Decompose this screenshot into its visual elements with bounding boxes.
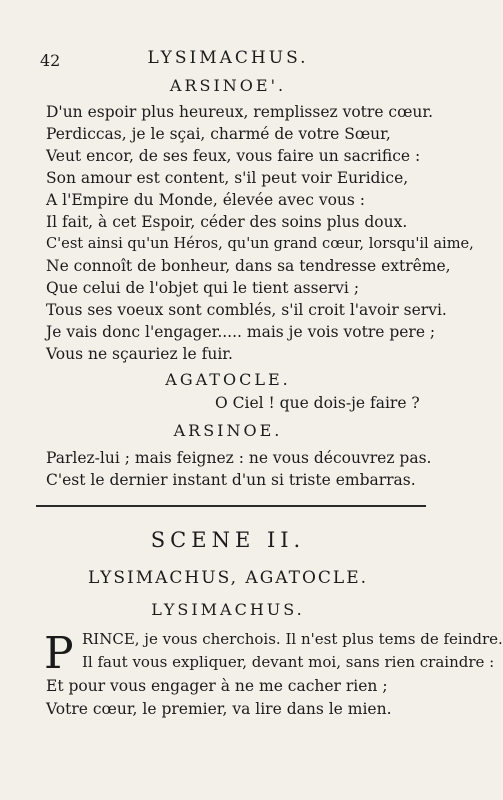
verse-line: Que celui de l'objet qui le tient asservi ; [46,279,360,297]
verse-line: O Ciel ! que dois-je faire ? [215,394,420,412]
section-rule [36,505,426,507]
verse-line: Veut encor, de ses feux, vous faire un sacrifice : [46,147,421,165]
verse-line: D'un espoir plus heureux, remplissez votre cœur. [46,103,434,121]
verse-line: Vous ne sçauriez le fuir. [46,345,233,363]
verse-line: A l'Empire du Monde, élevée avec vous : [46,191,365,209]
speaker-lysimachus: LYSIMACHUS. [151,600,305,619]
verse-line: RINCE, je vous cherchois. Il n'est plus tems de feindre. [82,630,503,648]
verse-line: C'est le dernier instant d'un si triste embarras. [46,471,416,489]
verse-line: Tous ses voeux sont comblés, s'il croit l'avoir servi. [46,301,447,319]
speaker-arsinoe-2: ARSINOE. [173,421,283,440]
verse-line: Perdiccas, je le sçai, charmé de votre Sœur, [46,125,391,143]
scene-characters: LYSIMACHUS, AGATOCLE. [87,568,369,588]
verse-line: Son amour est content, s'il peut voir Euridice, [46,169,409,187]
verse-line: C'est ainsi qu'un Héros, qu'un grand cœur, lorsqu'il aime, [46,235,474,252]
speaker-agatocle: AGATOCLE. [165,370,291,389]
verse-line: Votre cœur, le premier, va lire dans le mien. [46,700,392,718]
speaker-arsinoe: ARSINOE'. [169,76,287,95]
verse-line: Je vais donc l'engager..... mais je vois votre pere ; [46,323,436,341]
drop-cap: P [44,628,74,679]
verse-line: Ne connoît de bonheur, dans sa tendresse extrême, [46,257,451,275]
running-title: LYSIMACHUS. [147,48,309,68]
verse-line: Il faut vous expliquer, devant moi, sans rien craindre : [82,653,495,671]
verse-line: Parlez-lui ; mais feignez : ne vous découvrez pas. [46,449,432,467]
page-number: 42 [40,51,61,70]
verse-line: Il fait, à cet Espoir, céder des soins plus doux. [46,213,408,231]
scene-title: SCENE II. [150,528,306,552]
verse-line: Et pour vous engager à ne me cacher rien ; [46,677,388,695]
